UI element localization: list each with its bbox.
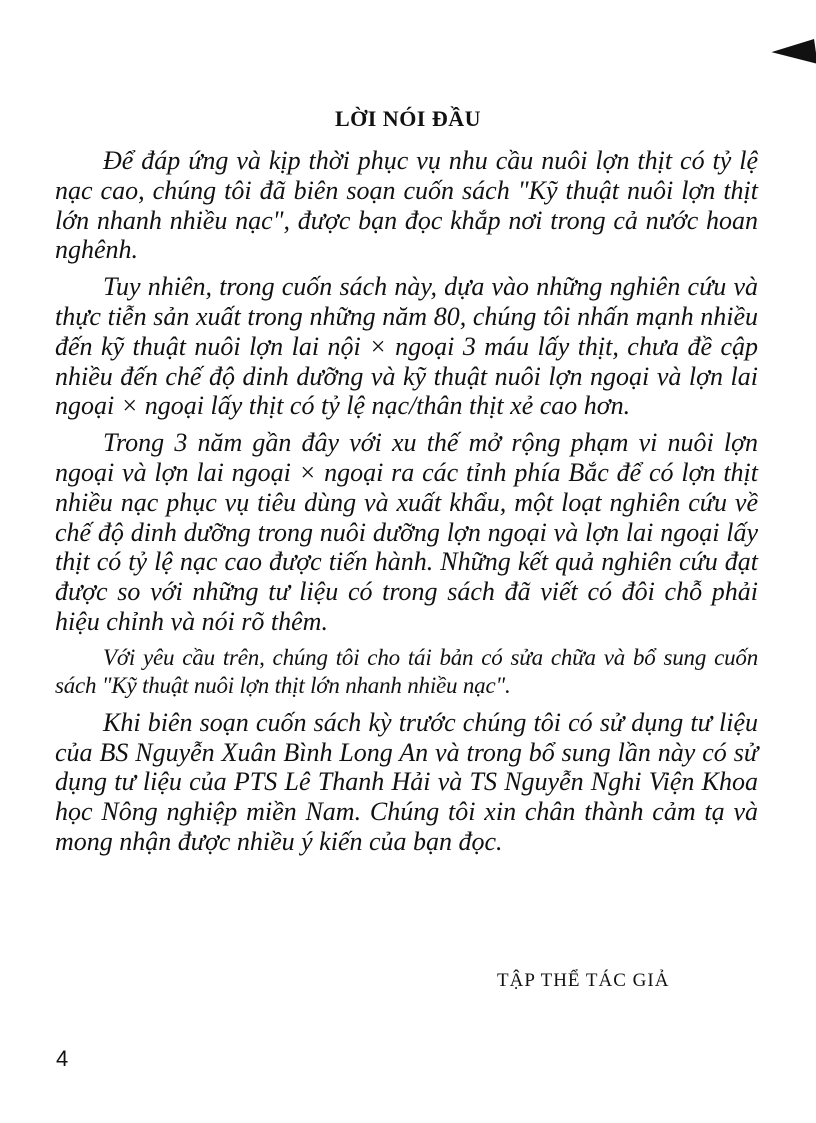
page-number: 4 [56, 1046, 69, 1071]
paragraph-2: Tuy nhiên, trong cuốn sách này, dựa vào những nghiên cứu và thực tiễn sản xuất trong những năm 80, chúng tôi nhấn mạnh nhiều đến kỹ thuật nuôi lợn lai nội × ngoại 3 máu lấy thịt, chưa đề cập nhiều đến chế độ dinh dưỡng và kỹ thuật nuôi lợn ngoại và lợn lai ngoại × ngoại lấy thịt có tỷ lệ nạc/thân thịt xẻ cao hơn. [55, 272, 758, 421]
author-signature: TẬP THỂ TÁC GIẢ [497, 970, 670, 991]
paragraph-5: Khi biên soạn cuốn sách kỳ trước chúng tôi có sử dụng tư liệu của BS Nguyễn Xuân Bình Long An và trong bổ sung lần này có sử dụng tư liệu của PTS Lê Thanh Hải và TS Nguyễn Nghi Viện Khoa học Nông nghiệp miền Nam. Chúng tôi xin chân thành cảm tạ và mong nhận được nhiều ý kiến của bạn đọc. [55, 707, 758, 856]
paragraph-1: Để đáp ứng và kịp thời phục vụ nhu cầu nuôi lợn thịt có tỷ lệ nạc cao, chúng tôi đã biên soạn cuốn sách "Kỹ thuật nuôi lợn thịt lớn nhanh nhiều nạc", được bạn đọc khắp nơi trong cả nước hoan nghênh. [55, 146, 758, 265]
preface-body [55, 146, 758, 857]
paragraph-3: Trong 3 năm gần đây với xu thế mở rộng phạm vi nuôi lợn ngoại và lợn lai ngoại × ngoại ra các tỉnh phía Bắc để có lợn thịt nhiều nạc phục vụ tiêu dùng và xuất khẩu, một loạt nghiên cứu về chế độ dinh dưỡng trong nuôi dưỡng lợn ngoại và lợn lai ngoại lấy thịt có tỷ lệ nạc cao được tiến hành. Những kết quả nghiên cứu đạt được so với những tư liệu có trong sách đã viết có đôi chỗ phải hiệu chỉnh và nói rõ thêm. [55, 428, 758, 636]
page-corner-mark [770, 39, 816, 70]
paragraph-4: Với yêu cầu trên, chúng tôi cho tái bản có sửa chữa và bổ sung cuốn sách "Kỹ thuật nuôi lợn thịt lớn nhanh nhiều nạc". [55, 644, 758, 699]
page-title: LỜI NÓI ĐẦU [334, 106, 482, 131]
